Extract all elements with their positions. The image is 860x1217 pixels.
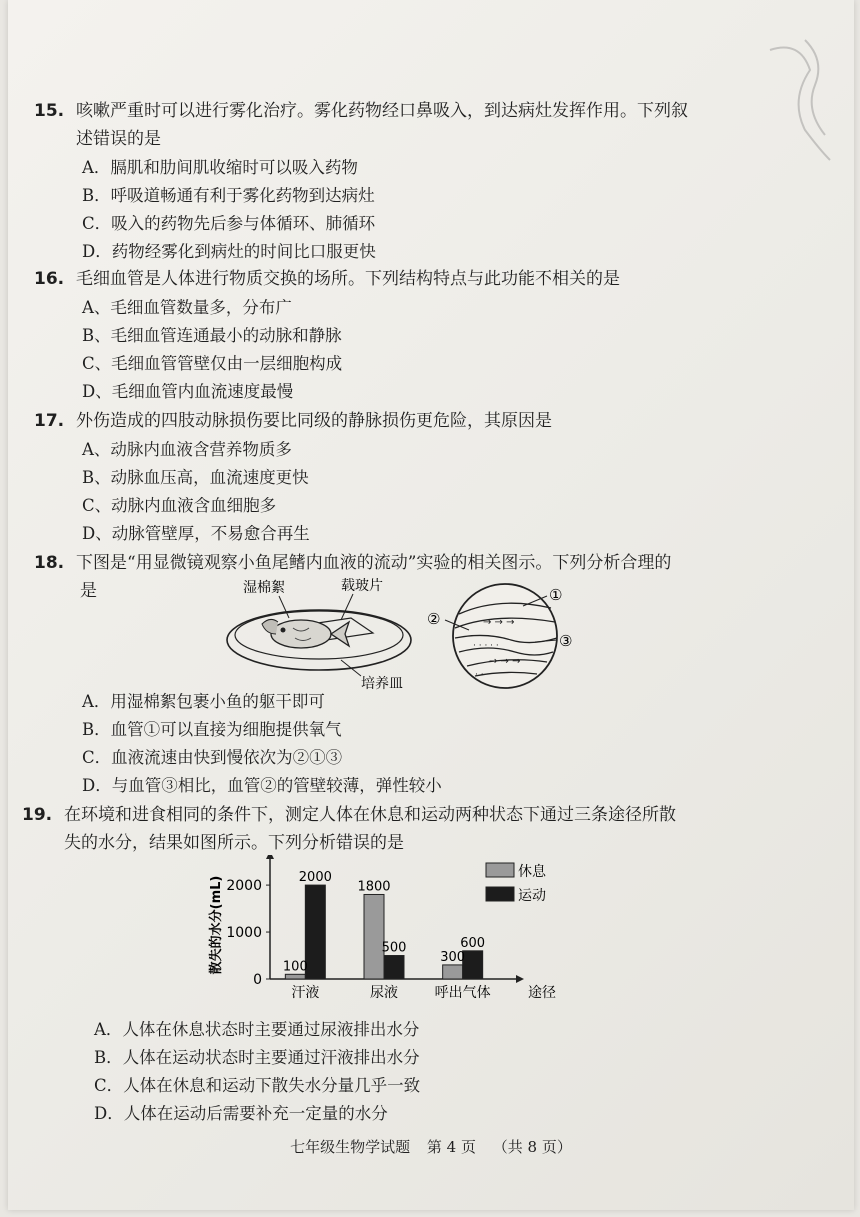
category-label: 呼出气体: [434, 985, 491, 1001]
question-18-option-d: D．与血管③相比，血管②的管壁较薄，弹性较小: [82, 776, 442, 795]
label-vessel-2: ②: [427, 610, 441, 628]
question-18-option-c: C．血液流速由快到慢依次为②①③: [82, 748, 343, 767]
page-footer: [8, 1136, 854, 1157]
bar: [285, 974, 305, 979]
question-18-option-a: A．用湿棉絮包裹小鱼的躯干即可: [82, 692, 325, 711]
question-16-option-c: C、毛细血管管壁仅由一层细胞构成: [82, 354, 343, 373]
data-label: 2000: [298, 870, 332, 886]
bar: [364, 894, 384, 979]
question-18-stem: [34, 550, 671, 576]
question-19-option-b: B．人体在运动状态时主要通过汗液排出水分: [94, 1048, 420, 1067]
y-axis-label: 散失的水分(mL): [209, 875, 224, 975]
question-number: 18.: [34, 553, 65, 573]
data-label: 500: [381, 940, 407, 956]
question-19-option-c: C．人体在休息和运动下散失水分量几乎一致: [94, 1076, 421, 1095]
question-number: 17.: [34, 411, 65, 431]
legend-swatch: [486, 887, 514, 901]
question-15-stem: [34, 98, 688, 124]
question-15-option-a: A．膈肌和肋间肌收缩时可以吸入药物: [82, 158, 358, 177]
stem-line: 毛细血管是人体进行物质交换的场所。下列结构特点与此功能不相关的是: [76, 269, 620, 289]
data-label: 100: [282, 959, 308, 975]
question-17-option-c: C、动脉内血液含血细胞多: [82, 496, 277, 515]
bar: [443, 965, 463, 979]
fish-drawing: [262, 619, 349, 648]
question-15-option-d: D．药物经雾化到病灶的时间比口服更快: [82, 242, 376, 261]
question-17-option-b: B、动脉血压高，血流速度更快: [82, 468, 309, 487]
question-19-option-d: D．人体在运动后需要补充一定量的水分: [94, 1104, 388, 1123]
footer-page-number: 第 4 页: [426, 1138, 476, 1156]
svg-text:· · ·: · · ·: [475, 670, 490, 680]
y-tick-label: 0: [253, 972, 262, 988]
question-number: 15.: [34, 101, 65, 121]
water-loss-bar-chart: [198, 855, 558, 1010]
legend-swatch: [486, 863, 514, 877]
legend-label: 休息: [518, 864, 546, 880]
x-axis-arrow: [516, 975, 524, 983]
x-axis-label: 途径: [528, 985, 556, 1001]
question-15-stem-cont: 述错误的是: [76, 129, 161, 149]
question-18-option-b: B．血管①可以直接为细胞提供氧气: [82, 720, 342, 739]
bar: [463, 951, 483, 979]
data-label: 300: [440, 949, 466, 965]
label-cotton: 湿棉絮: [243, 580, 285, 596]
stem-line: 咳嗽严重时可以进行雾化治疗。雾化药物经口鼻吸入，到达病灶发挥作用。下列叙: [76, 101, 688, 121]
handwriting-scribble: [750, 30, 840, 170]
stem-line: 在环境和进食相同的条件下，测定人体在休息和运动两种状态下通过三条途径所散: [64, 805, 676, 825]
question-17-option-d: D、动脉管壁厚，不易愈合再生: [82, 524, 310, 543]
question-16-stem: [34, 266, 620, 292]
question-15-option-b: B．呼吸道畅通有利于雾化药物到达病灶: [82, 186, 375, 205]
legend-label: 运动: [518, 888, 546, 904]
bar: [305, 885, 325, 979]
data-label: 1800: [357, 879, 391, 895]
label-slide: 载玻片: [341, 578, 383, 594]
y-tick-label: 2000: [226, 878, 262, 895]
question-17-option-a: A、动脉内血液含营养物质多: [82, 440, 292, 459]
fish-tail-microscope-figure: [223, 578, 593, 693]
bar: [384, 956, 404, 979]
question-16-option-d: D、毛细血管内血流速度最慢: [82, 382, 294, 401]
svg-text:· · · · ·: · · · · ·: [473, 641, 499, 651]
label-dish: 培养皿: [361, 676, 403, 692]
question-number: 16.: [34, 269, 65, 289]
svg-text:→ → →: → → →: [489, 656, 521, 667]
microscope-field-of-view: [453, 584, 557, 688]
question-17-stem: [34, 408, 552, 434]
question-16-option-a: A、毛细血管数量多，分布广: [82, 298, 292, 317]
exam-page: [8, 0, 854, 1210]
question-15-option-c: C．吸入的药物先后参与体循环、肺循环: [82, 214, 376, 233]
y-axis-arrow: [266, 855, 274, 859]
category-label: 尿液: [370, 985, 398, 1001]
svg-text:→ → →: → → →: [483, 617, 515, 628]
question-19-stem-cont: 失的水分，结果如图所示。下列分析错误的是: [64, 833, 404, 853]
question-19-stem: [22, 802, 676, 828]
question-16-option-b: B、毛细血管连通最小的动脉和静脉: [82, 326, 342, 345]
y-tick-label: 1000: [226, 925, 262, 942]
stem-line: 外伤造成的四肢动脉损伤要比同级的静脉损伤更危险，其原因是: [76, 411, 552, 431]
stem-line: 下图是“用显微镜观察小鱼尾鳍内血液的流动”实验的相关图示。下列分析合理的: [76, 553, 672, 573]
category-label: 汗液: [291, 985, 320, 1001]
footer-total-pages: （共 8 页）: [492, 1138, 572, 1156]
data-label: 600: [460, 935, 486, 951]
question-19-option-a: A．人体在休息状态时主要通过尿液排出水分: [94, 1020, 420, 1039]
chart-legend: [486, 863, 547, 904]
question-18-stem-cont: 是: [80, 581, 97, 601]
label-vessel-3: ③: [559, 632, 573, 650]
footer-title: 七年级生物学试题: [290, 1138, 411, 1156]
label-vessel-1: ①: [549, 586, 563, 604]
question-number: 19.: [22, 805, 53, 825]
